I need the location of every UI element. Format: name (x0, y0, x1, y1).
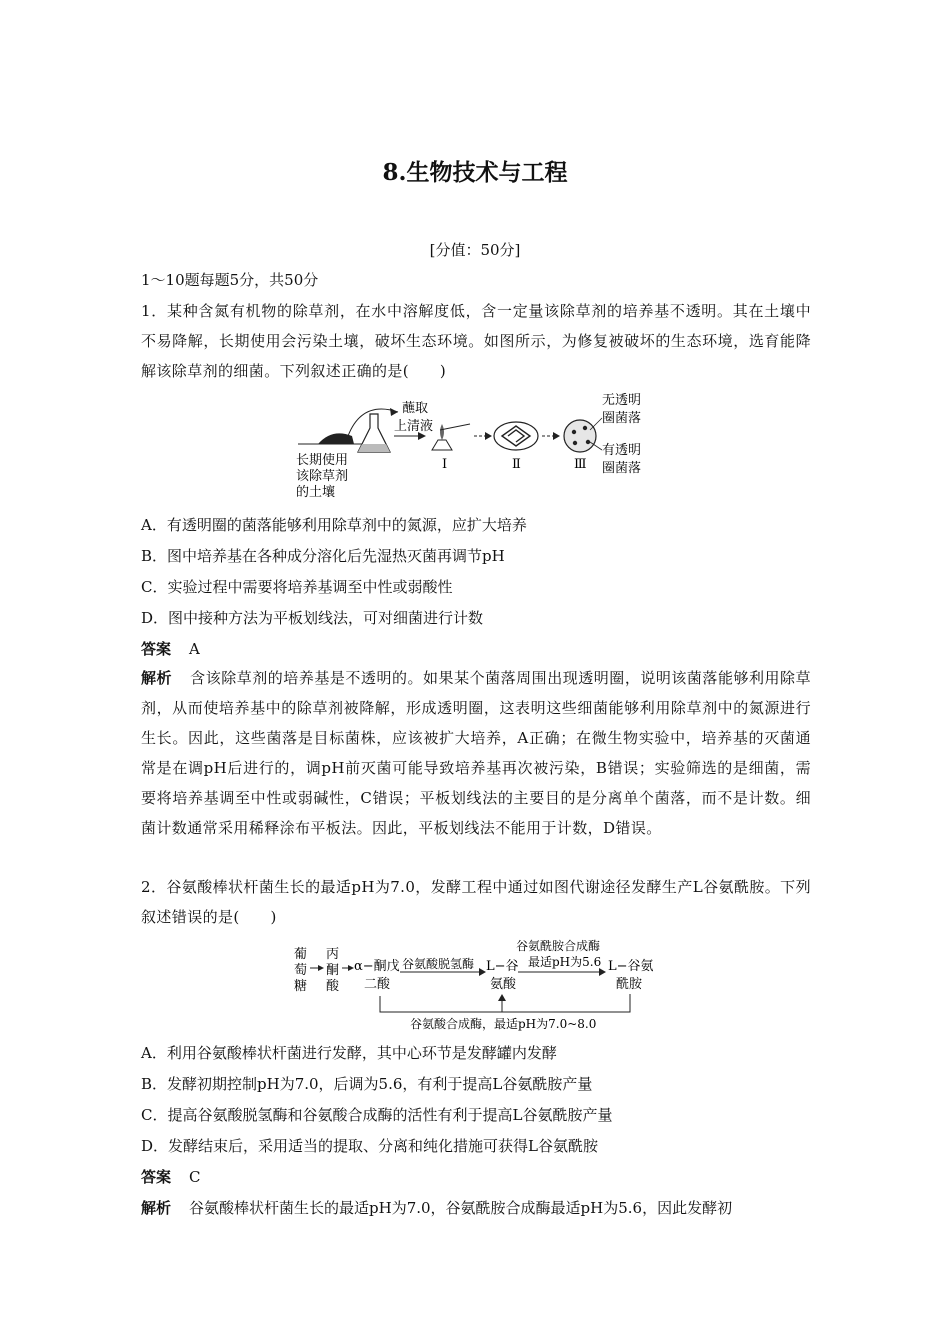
instructions: 1～10题每题5分，共50分 (141, 271, 319, 289)
q2-option-b: B．发酵初期控制pH为7.0，后调为5.6，有利于提高L谷氨酰胺产量 (141, 1075, 593, 1093)
analysis-text: 谷氨酸棒状杆菌生长的最适pH为7.0，谷氨酰胺合成酶最适pH为5.6，因此发酵初 (189, 1199, 733, 1217)
q2-stem: 2．谷氨酸棒状杆菌生长的最适pH为7.0，发酵工程中通过如图代谢途径发酵生产L谷氨酰胺。下列叙述错误的是( ) (141, 878, 811, 926)
akg-2: 二酸 (364, 977, 391, 992)
flask-icon (358, 414, 390, 452)
enzyme-glu-dehydrogenase: 谷氨酸脱氢酶 (402, 957, 475, 971)
answer-label: 答案 (141, 1168, 172, 1186)
step-2-label: Ⅱ (512, 457, 521, 472)
q2-analysis (141, 1198, 732, 1218)
akg-1: α−酮戊 (354, 959, 400, 974)
streak-plate-icon (494, 422, 538, 450)
glu-2: 氨酸 (490, 977, 517, 992)
score-note: [分值：50分] (429, 241, 521, 259)
page-title: 8.生物技术与工程 (382, 159, 568, 186)
pyruvate-3: 酸 (326, 979, 340, 994)
pyruvate-2: 酮 (326, 963, 340, 978)
gln-1: L−谷氨 (608, 959, 654, 974)
q2-option-d: D．发酵结束后，采用适当的提取、分离和纯化措施可获得L谷氨酰胺 (141, 1137, 598, 1155)
q1-figure (290, 392, 690, 507)
burner-icon (432, 424, 470, 450)
no-clear-label-2: 圈菌落 (602, 411, 642, 426)
enzyme-glu-synthase: 谷氨酸合成酶，最适pH为7.0~8.0 (410, 1017, 597, 1031)
dip-label-1: 蘸取 (402, 401, 429, 416)
q1-option-b: B．图中培养基在各种成分溶化后先湿热灭菌再调节pH (141, 547, 505, 565)
q1-stem: 1．某种含氮有机物的除草剂，在水中溶解度低，含一定量该除草剂的培养基不透明。其在土壤中不易降解，长期使用会污染土壤，破坏生态环境。如图所示，为修复被破坏的生态环境，选育能降解该除草剂的细菌。下列叙述正确的是( ) (141, 302, 811, 380)
colony-plate-icon (564, 420, 596, 452)
q2-option-c: C．提高谷氨酸脱氢酶和谷氨酸合成酶的活性有利于提高L谷氨酰胺产量 (141, 1106, 613, 1124)
pyruvate-1: 丙 (326, 947, 340, 962)
glucose-1: 葡 (294, 947, 308, 962)
answer-value: A (189, 640, 200, 658)
q1-analysis (141, 663, 811, 843)
enzyme-gln-synthetase-ph: 最适pH为5.6 (528, 955, 602, 969)
q1-option-a: A．有透明圈的菌落能够利用除草剂中的氮源，应扩大培养 (141, 516, 527, 534)
q2-pathway-figure (290, 938, 670, 1033)
glucose-2: 萄 (294, 963, 308, 978)
soil-label-1: 长期使用 (296, 453, 349, 468)
analysis-label: 解析 (141, 1199, 172, 1217)
dip-label-2: 上清液 (394, 419, 434, 434)
enzyme-gln-synthetase: 谷氨酰胺合成酶 (516, 939, 601, 953)
q2-answer (141, 1167, 201, 1187)
step-1-label: Ⅰ (442, 457, 448, 472)
q1-answer (141, 639, 200, 659)
analysis-text: 含该除草剂的培养基是不透明的。如果某个菌落周围出现透明圈，说明该菌落能够利用除草剂，从而使培养基中的除草剂被降解，形成透明圈，这表明这些细菌能够利用除草剂中的氮源进行生长。因此，这些菌落是目标菌株，应该被扩大培养，A正确；在微生物实验中，培养基的灭菌通常是在调pH后进行的，调pH前灭菌可能导致培养基再次被污染，B错误；实验筛选的是细菌，需要将培养基调至中性或弱碱性，C错误；平板划线法的主要目的是分离单个菌落，而不是计数。细菌计数通常采用稀释涂布平板法。因此，平板划线法不能用于计数，D错误。 (141, 669, 811, 837)
answer-value: C (189, 1168, 201, 1186)
glu-1: L−谷 (486, 959, 519, 974)
no-clear-label-1: 无透明 (602, 393, 642, 408)
soil-label-2: 该除草剂 (296, 469, 349, 484)
soil-label-3: 的土壤 (296, 485, 336, 500)
glucose-3: 糖 (294, 979, 308, 994)
q2-option-a: A．利用谷氨酸棒状杆菌进行发酵，其中心环节是发酵罐内发酵 (141, 1044, 557, 1062)
q1-option-c: C．实验过程中需要将培养基调至中性或弱酸性 (141, 578, 453, 596)
clear-label-1: 有透明 (602, 443, 642, 458)
step-3-label: Ⅲ (574, 457, 587, 472)
answer-label: 答案 (141, 640, 172, 658)
analysis-label: 解析 (141, 669, 173, 687)
gln-2: 酰胺 (616, 977, 643, 992)
q1-option-d: D．图中接种方法为平板划线法，可对细菌进行计数 (141, 609, 484, 627)
clear-label-2: 圈菌落 (602, 461, 642, 476)
